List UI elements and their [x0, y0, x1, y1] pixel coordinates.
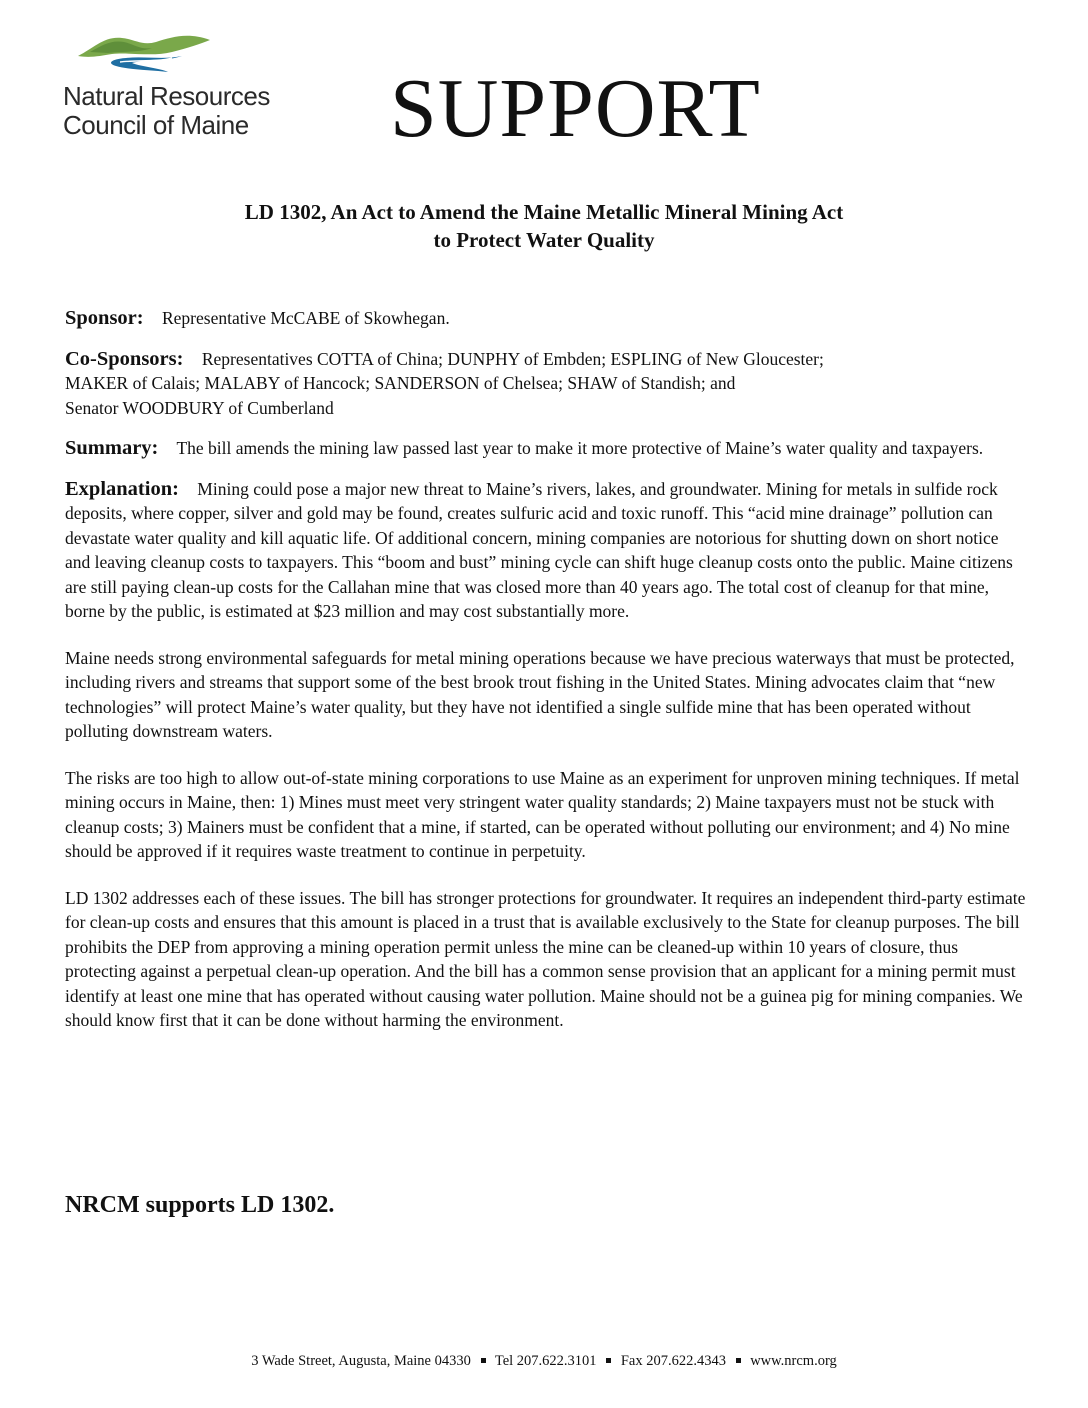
paragraph-ld1302: LD 1302 addresses each of these issues. The bill has stronger protections for groundwater. It requires an independent third-party estimate for clean-up costs and ensures that this amount is placed in a trust that is available exclusively to the State for cleanup purposes. The bill prohibits the DEP from approving a mining operation permit unless the mine can be cleaned-up within 10 years of closure, thus protecting against a perpetual clean-up operation. And the bill has a common sense provision that an applicant for a mining permit must identify at least one mine that has operated without causing water pollution. Maine should not be a guinea pig for mining companies. We should know first that it can be done without harming the environment.: [65, 887, 1026, 1030]
footer-contact: [0, 1352, 1088, 1370]
bill-title-line2: to Protect Water Quality: [433, 228, 655, 252]
cosponsors-label: Co-Sponsors:: [65, 347, 184, 370]
main-content: [65, 306, 1027, 1055]
support-heading: SUPPORT: [390, 62, 761, 155]
footer-web: www.nrcm.org: [750, 1353, 837, 1369]
paragraph-risks: The risks are too high to allow out-of-state mining corporations to use Maine as an experiment for unproven mining techniques. If metal mining occurs in Maine, then: 1) Mines must meet very stringent water quality standards; 2) Maine taxpayers must not be stuck with cleanup costs; 3) Mainers must be confident that a mine, if started, can be operated without polluting our environment; and 4) No mine should be approved if it requires waste treatment to continue in perpetuity.: [65, 767, 1020, 861]
explanation-label: Explanation:: [65, 477, 179, 500]
sponsor-section: [65, 306, 1027, 331]
paragraph-waterways: Maine needs strong environmental safeguards for metal mining operations because we have precious waterways that must be protected, including rivers and streams that support some of the best brook trout fishing in the United States. Mining advocates claim that “new technologies” will protect Maine’s water quality, but they have not identified a single sulfide mine that has been operated without polluting downstream waters.: [65, 647, 1015, 741]
org-name-line2: Council of Maine: [63, 110, 249, 140]
cosponsors-line2: MAKER of Calais; MALABY of Hancock; SANDERSON of Chelsea; SHAW of Standish; and: [65, 373, 736, 393]
bullet-icon: [481, 1358, 486, 1363]
explanation-section: [65, 477, 1027, 624]
summary-section: [65, 436, 1027, 461]
footer-tel: Tel 207.622.3101: [494, 1353, 597, 1369]
mountain-river-icon: [60, 26, 220, 86]
bill-title: [60, 198, 1028, 254]
summary-label: Summary:: [65, 437, 159, 459]
footer-fax: Fax 207.622.4343: [620, 1353, 726, 1369]
cosponsors-line1: Representatives COTTA of China; DUNPHY of Embden; ESPLING of New Gloucester;: [201, 348, 824, 369]
nrcm-logo: [60, 26, 280, 146]
bill-title-line1: LD 1302, An Act to Amend the Maine Metallic Mineral Mining Act: [244, 200, 844, 224]
footer-address: 3 Wade Street, Augusta, Maine 04330: [251, 1353, 471, 1369]
bullet-icon: [736, 1358, 741, 1363]
conclusion: NRCM supports LD 1302.: [65, 1192, 335, 1218]
sponsor-text: Representative McCABE of Skowhegan.: [161, 308, 450, 328]
cosponsors-section: [65, 347, 1027, 421]
summary-text: The bill amends the mining law passed last year to make it more protective of Maine’s water quality and taxpayers.: [176, 438, 984, 458]
bullet-icon: [606, 1358, 611, 1363]
org-name-line1: Natural Resources: [63, 81, 270, 111]
cosponsors-line3: Senator WOODBURY of Cumberland: [65, 397, 334, 418]
sponsor-label: Sponsor:: [65, 307, 144, 329]
explanation-text: Mining could pose a major new threat to Maine’s rivers, lakes, and groundwater. Mining for metals in sulfide rock deposits, where copper, silver and gold may be found, creates sulfuric acid and toxic runoff. This “acid mine drainage” pollution can devastate water quality and kill aquatic life. Of additional concern, mining companies are notorious for shutting down on short notice and leaving cleanup costs to taxpayers. This “boom and bust” mining cycle can shift huge cleanup costs onto the public. Maine citizens are still paying clean-up costs for the Callahan mine that was closed more than 40 years ago. The total cost of cleanup for that mine, borne by the public, is estimated at $23 million and may cost substantially more.: [65, 478, 1013, 621]
